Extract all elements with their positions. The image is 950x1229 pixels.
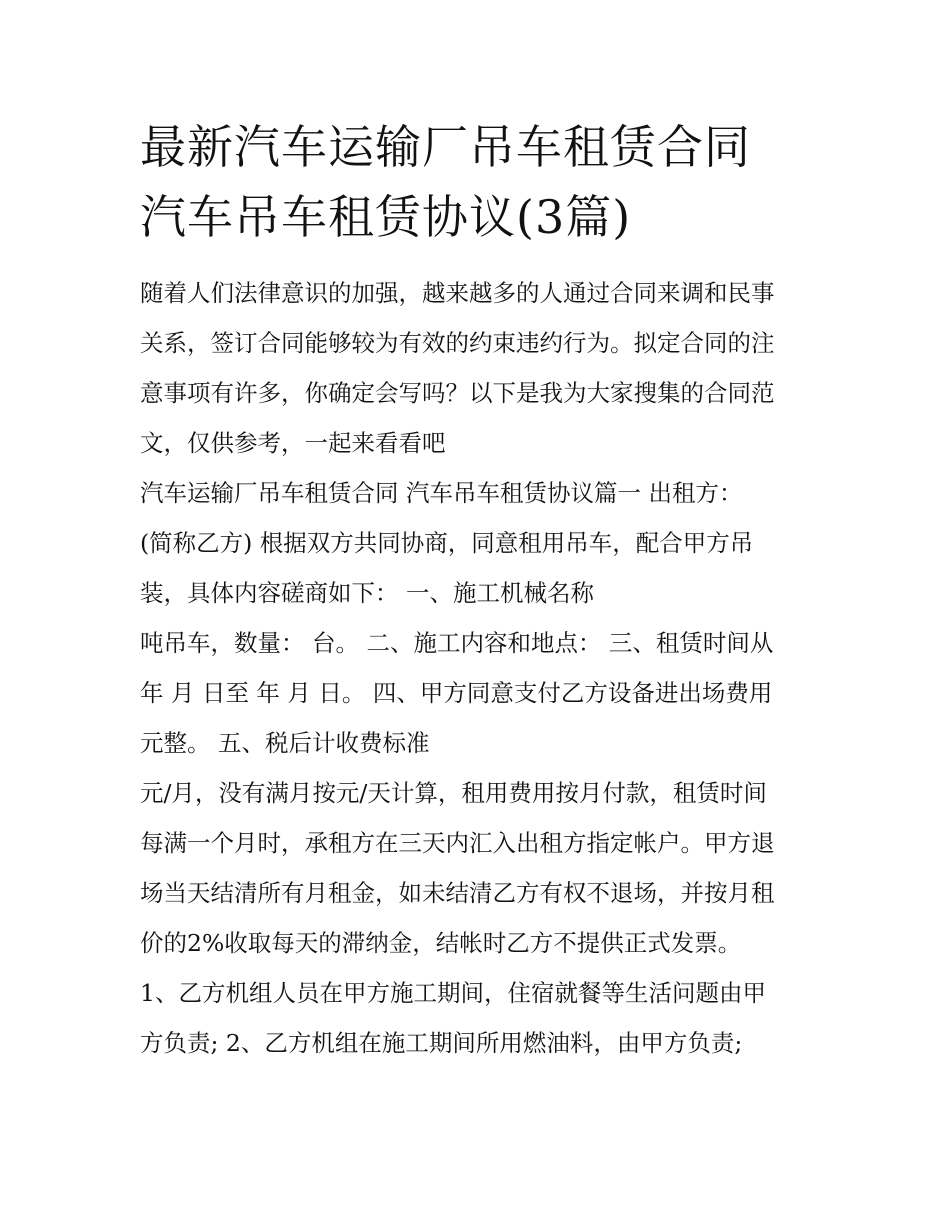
paragraph-line: 价的2%收取每天的滞纳金，结帐时乙方不提供正式发票。 [140,929,742,957]
title-line: 最新汽车运输厂吊车租赁合同 [140,120,751,174]
paragraph-line: (简称乙方) 根据双方共同协商，同意租用吊车，配合甲方吊 [140,529,754,557]
paragraph-line: 汽车运输厂吊车租赁合同 汽车吊车租赁协议篇一 出租方： [140,479,743,507]
document-title [140,112,815,252]
paragraph-line: 吨吊车，数量： 台。 二、施工内容和地点： 三、租赁时间从 [140,629,774,657]
paragraph-line: 元整。 五、税后计收费标准 [140,729,430,757]
paragraph-line: 场当天结清所有月租金，如未结清乙方有权不退场，并按月租 [140,879,775,907]
paragraph-line: 关系，签订合同能够较为有效的约束违约行为。拟定合同的注 [140,329,775,357]
document-page [140,112,815,1068]
contract-terms-paragraph [140,618,815,768]
paragraph-line: 年 月 日至 年 月 日。 四、甲方同意支付乙方设备进出场费用 [140,679,773,707]
paragraph-line: 元/月，没有满月按元/天计算，租用费用按月付款，租赁时间 [140,779,767,807]
intro-paragraph [140,268,815,468]
paragraph-line: 方负责; 2、乙方机组在施工期间所用燃油料，由甲方负责; [140,1029,743,1057]
contract-parties-paragraph [140,468,815,618]
paragraph-line: 装，具体内容磋商如下： 一、施工机械名称 [140,579,594,607]
title-line: 汽车吊车租赁协议(3篇) [140,190,632,244]
paragraph-line: 随着人们法律意识的加强，越来越多的人通过合同来调和民事 [140,279,775,307]
paragraph-line: 1、乙方机组人员在甲方施工期间，住宿就餐等生活问题由甲 [140,979,766,1007]
paragraph-line: 文，仅供参考，一起来看看吧 [140,429,446,457]
paragraph-line: 意事项有许多，你确定会写吗？以下是我为大家搜集的合同范 [140,379,775,407]
paragraph-line: 每满一个月时，承租方在三天内汇入出租方指定帐户。甲方退 [140,829,775,857]
obligations-paragraph [140,968,815,1068]
payment-paragraph [140,768,815,968]
